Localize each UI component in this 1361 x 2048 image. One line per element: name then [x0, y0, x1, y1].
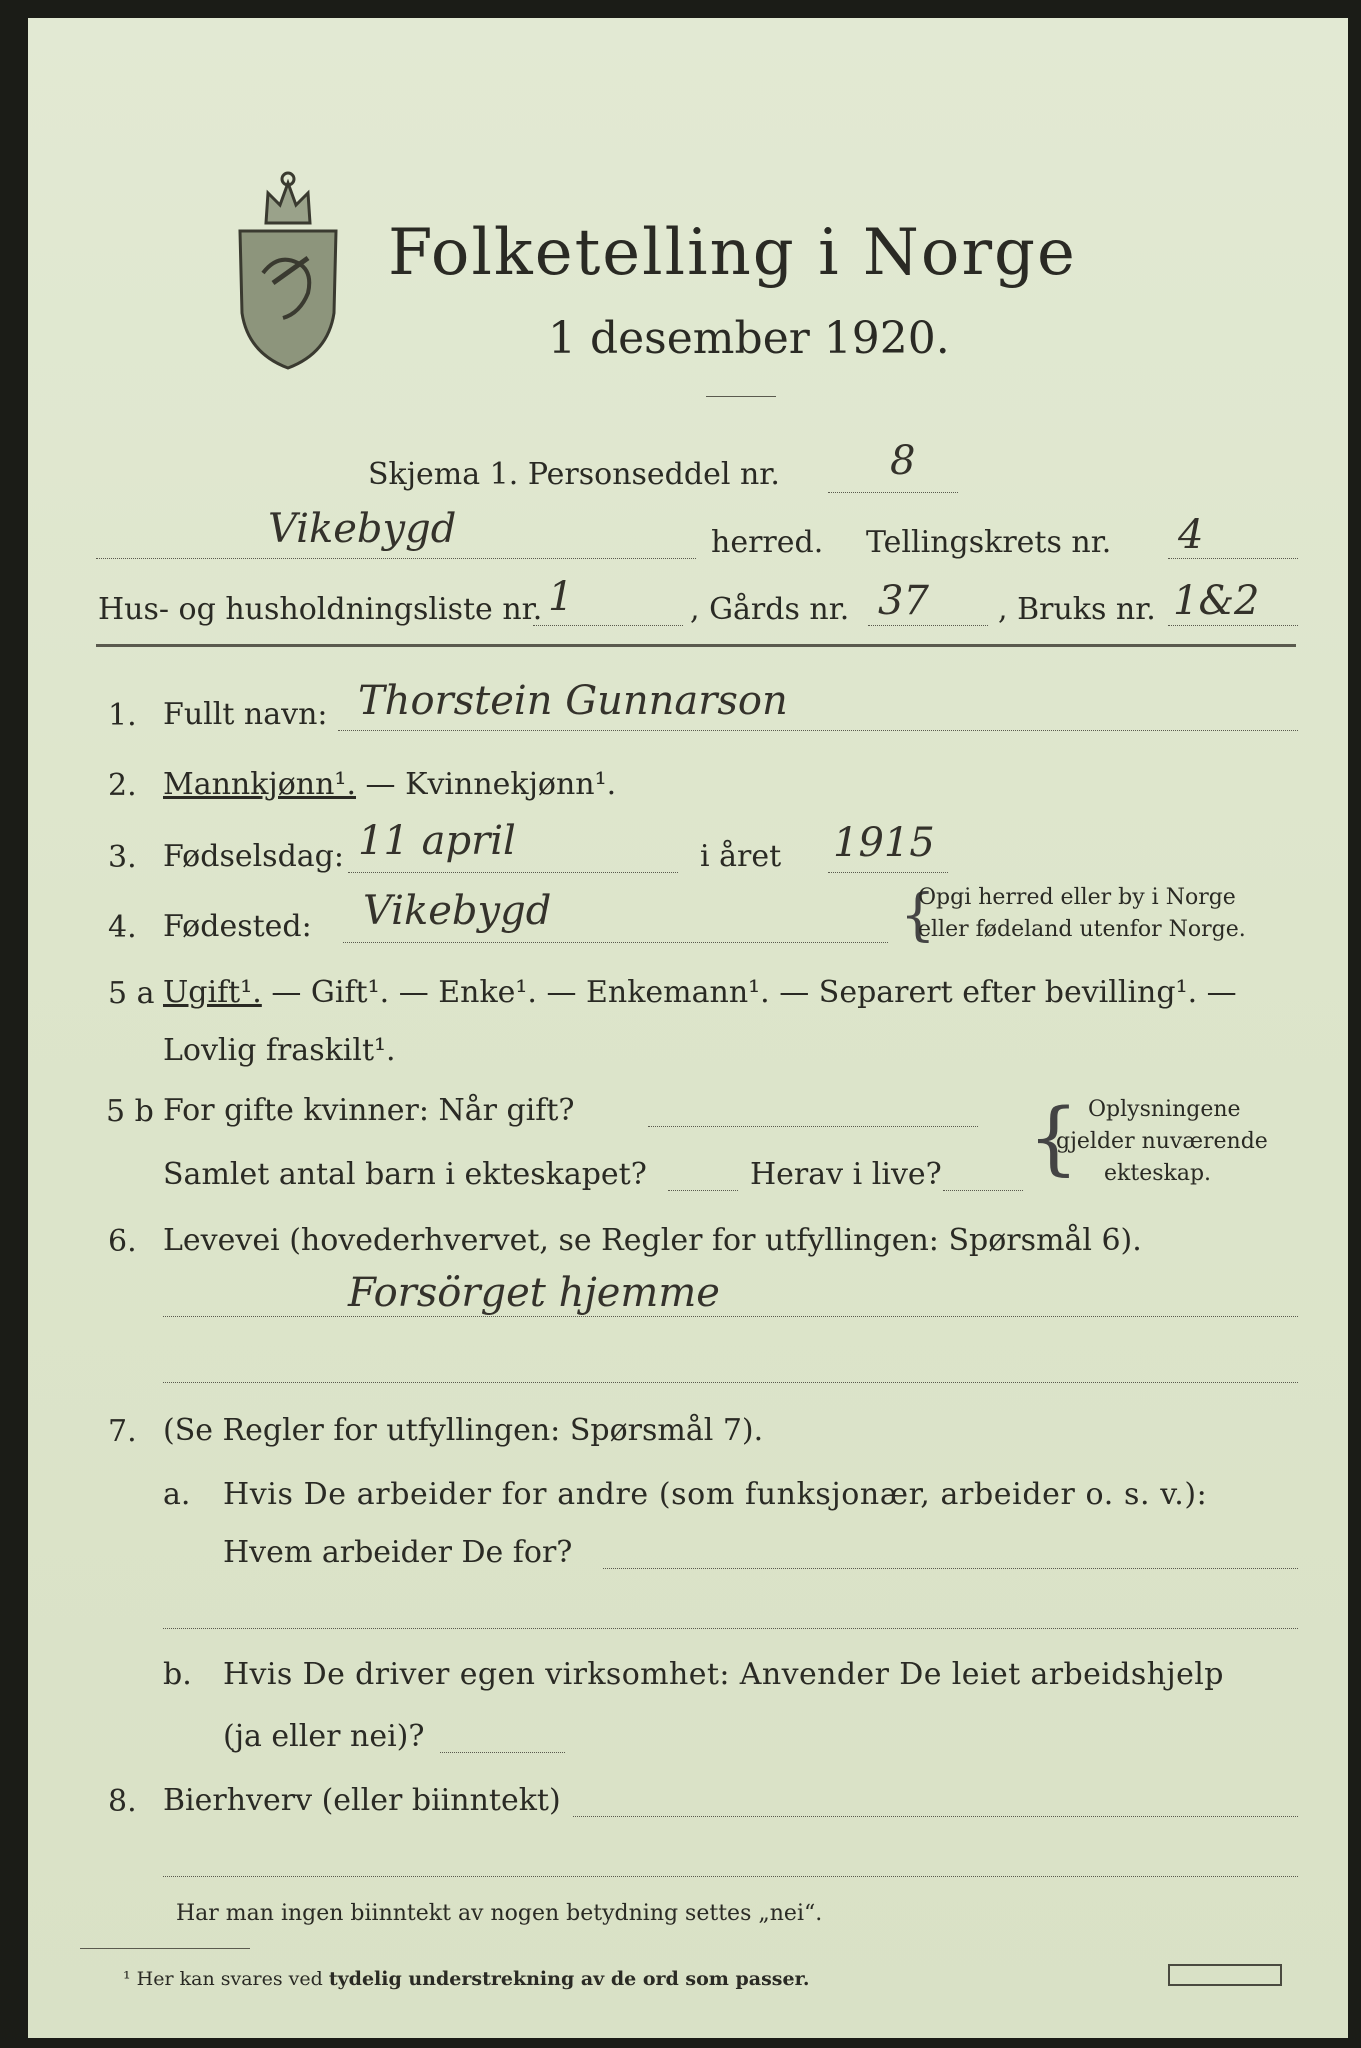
q7-number: 7.: [108, 1414, 137, 1449]
q3-year-line: [828, 872, 948, 873]
q5a-number: 5 a: [108, 976, 155, 1011]
form-title: Folketelling i Norge: [388, 216, 1077, 290]
schema-label: Skjema 1. Personseddel nr.: [368, 457, 780, 492]
q4-note-line2: eller fødeland utenfor Norge.: [918, 917, 1246, 942]
q5b-brace: {: [1028, 1091, 1079, 1184]
q3-year-value[interactable]: 1915: [833, 820, 935, 866]
q5b-note-line1: Oplysningene: [1088, 1097, 1241, 1122]
q4-note-line1: Opgi herred eller by i Norge: [918, 885, 1236, 910]
q7a-line2: [163, 1628, 1298, 1629]
q7-label: (Se Regler for utfyllingen: Spørsmål 7).: [163, 1413, 764, 1448]
tellingskrets-value[interactable]: 4: [1178, 512, 1204, 558]
q2-rest-text: — Kvinnekjønn¹.: [356, 767, 617, 802]
q5a-line2: Lovlig fraskilt¹.: [163, 1033, 396, 1068]
husholdning-value[interactable]: 1: [548, 574, 574, 620]
bruks-line: [1168, 625, 1298, 626]
q7a-text: Hvis De arbeider for andre (som funksjonær, arbeider o. s. v.):: [223, 1477, 1208, 1512]
personseddel-value[interactable]: 8: [890, 438, 916, 484]
printer-stamp: [1168, 1964, 1282, 1986]
footnote-bold-text: tydelig understrekning av de ord som passer.: [328, 1968, 810, 1990]
footnote: [123, 1962, 809, 1996]
q6-number: 6.: [108, 1224, 137, 1259]
husholdning-line: [533, 625, 683, 626]
q7b-line: [440, 1752, 565, 1753]
q8-number: 8.: [108, 1784, 137, 1819]
q8-label: Bierhverv (eller biinntekt): [163, 1783, 561, 1818]
q7a-letter: a.: [163, 1477, 191, 1512]
herred-label: herred.: [711, 525, 824, 560]
income-note: Har man ingen biinntekt av nogen betydning settes „nei“.: [176, 1901, 823, 1926]
q7b-text: Hvis De driver egen virksomhet: Anvender De leiet arbeidshjelp: [223, 1657, 1224, 1692]
q5b-children-label: Samlet antal barn i ekteskapet?: [163, 1157, 647, 1192]
q5a-ugift-text[interactable]: Ugift¹.: [163, 975, 262, 1010]
footnote-mark: ¹: [123, 1968, 131, 1990]
q3-date-value[interactable]: 11 april: [358, 818, 516, 864]
coat-of-arms-icon: [228, 163, 348, 373]
gards-line: [868, 625, 988, 626]
q3-year-label: i året: [700, 839, 782, 874]
footnote-text: Her kan svares ved: [136, 1968, 323, 1990]
husholdning-label: Hus- og husholdningsliste nr.: [98, 592, 543, 627]
q5b-alive-label: Herav i live?: [750, 1157, 942, 1192]
q7a-question: Hvem arbeider De for?: [223, 1535, 573, 1570]
q3-label: Fødselsdag:: [163, 839, 344, 874]
herred-line: [96, 558, 696, 559]
form-date: 1 desember 1920.: [548, 313, 950, 364]
q6-value[interactable]: Forsörget hjemme: [348, 1270, 720, 1316]
footnote-divider: [80, 1948, 250, 1949]
q8-line1: [573, 1816, 1298, 1817]
q5b-note-line3: ekteskap.: [1104, 1161, 1212, 1186]
bruks-label: , Bruks nr.: [998, 592, 1156, 627]
census-form: [28, 18, 1348, 2038]
q5b-married-label: For gifte kvinner: Når gift?: [163, 1093, 575, 1128]
q5b-note-line2: gjelder nuværende: [1056, 1129, 1268, 1154]
q7b-question: (ja eller nei)?: [223, 1719, 425, 1754]
q5b-number: 5 b: [106, 1094, 154, 1129]
q2-option-male: [163, 768, 616, 802]
q6-label: Levevei (hovederhvervet, se Regler for utfyllingen: Spørsmål 6).: [163, 1223, 1142, 1258]
title-divider: [706, 396, 776, 397]
q4-label: Fødested:: [163, 909, 312, 944]
bruks-value[interactable]: 1&2: [1173, 578, 1260, 624]
q7a-line1: [603, 1568, 1298, 1569]
personseddel-line: [828, 492, 958, 493]
q5b-married-line: [648, 1126, 978, 1127]
q5a-rest-text: — Gift¹. — Enke¹. — Enkemann¹. — Separert efter bevilling¹. —: [261, 975, 1237, 1010]
tellingskrets-line: [1168, 558, 1298, 559]
q1-line: [338, 730, 1298, 731]
q8-line2: [163, 1876, 1298, 1877]
q1-number: 1.: [108, 698, 137, 733]
q4-brace: {: [900, 883, 936, 948]
gards-label: , Gårds nr.: [690, 592, 850, 627]
q1-value[interactable]: Thorstein Gunnarson: [358, 678, 788, 724]
q5a-options: [163, 976, 1237, 1010]
q1-label: Fullt navn:: [163, 697, 328, 732]
q6-line1: [163, 1316, 1298, 1317]
q5b-alive-line: [943, 1190, 1023, 1191]
q3-date-line: [348, 872, 678, 873]
q5b-children-line: [668, 1190, 738, 1191]
gards-value[interactable]: 37: [878, 578, 929, 624]
header-divider: [96, 644, 1296, 647]
q4-number: 4.: [108, 910, 137, 945]
q2-male-text[interactable]: Mannkjønn¹.: [163, 767, 356, 802]
tellingskrets-label: Tellingskrets nr.: [866, 525, 1112, 560]
herred-value[interactable]: Vikebygd: [268, 506, 457, 552]
q2-number: 2.: [108, 768, 137, 803]
q3-number: 3.: [108, 840, 137, 875]
q4-line: [343, 942, 888, 943]
q7b-letter: b.: [163, 1657, 192, 1692]
q4-value[interactable]: Vikebygd: [363, 888, 552, 934]
q6-line2: [163, 1382, 1298, 1383]
